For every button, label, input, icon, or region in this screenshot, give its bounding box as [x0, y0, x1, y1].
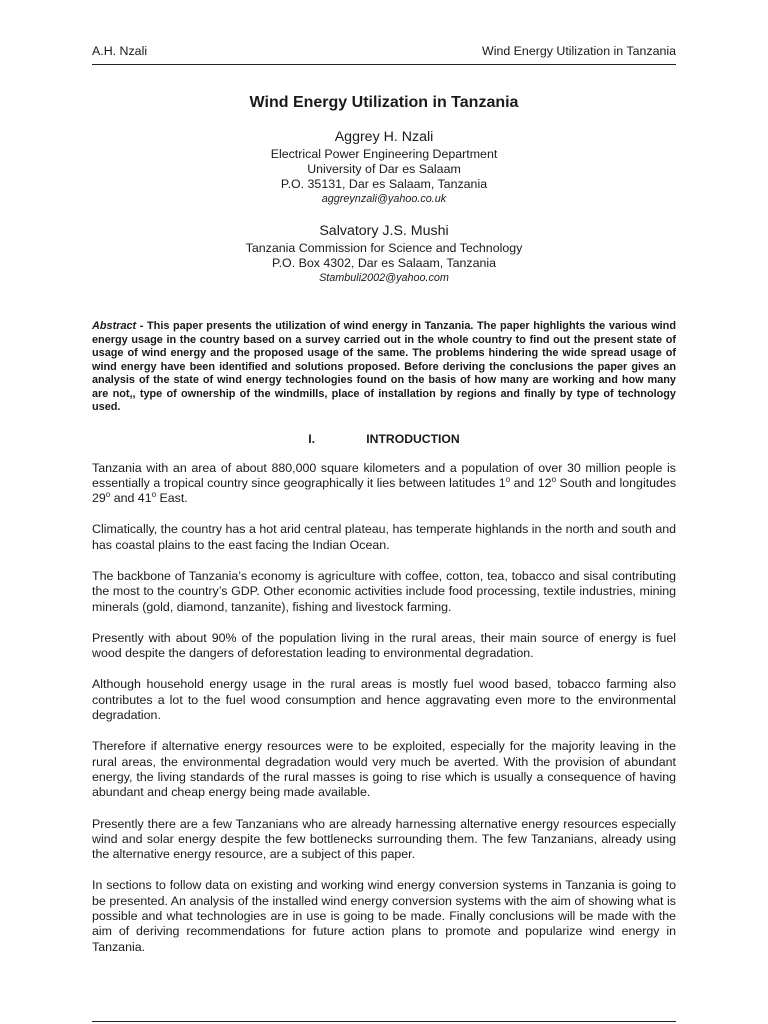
author-email: Stambuli2002@yahoo.com: [319, 272, 449, 284]
author-address: P.O. Box 4302, Dar es Salaam, Tanzania: [271, 256, 497, 270]
paragraph: Although household energy usage in the rural areas is mostly fuel wood based, tobacco farming also contributes a lot to the fuel wood consumption and hence aggravating even more to the environmental degradation.: [92, 677, 676, 723]
paragraph: Presently there are a few Tanzanians who are already harnessing alternative energy resources especially wind and solar energy despite the few bottlenecks surrounding them. The few Tanzanians, already using the alternative energy resource, are a subject of this paper.: [92, 816, 676, 862]
author-affiliation: Electrical Power Engineering Department: [270, 147, 498, 161]
paragraph: Therefore if alternative energy resources were to be exploited, especially for the majority leaving in the rural areas, the environmental degradation would very much be averted. With the provision of abundant energy, the living standards of the rural masses is going to rise which is usually a consequence of having abundant and cheap energy being made available.: [92, 739, 676, 800]
author-block: [92, 129, 676, 206]
abstract-text: - This paper presents the utilization of wind energy in Tanzania. The paper highlights the various wind energy usage in the country based on a survey carried out in the whole country to find out the present state of usage of wind energy and the proposed usage of the same. The problems hindering the wide spread usage of wind energy have been identified and solutions proposed. Before deriving the conclusions the paper gives an analysis of the state of wind energy technologies found on the basis of how many are working and how many are not,, type of ownership of the windmills, place of installation by regions and finally by type of technology used.: [92, 320, 676, 413]
paragraph: Presently with about 90% of the population living in the rural areas, their main source of energy is fuel wood despite the dangers of deforestation leading to environmental degradation.: [92, 630, 676, 661]
paragraph: In sections to follow data on existing and working wind energy conversion systems in Tanzania is going to be presented. An analysis of the installed wind energy conversion systems with the aim of showing what is possible and what technologies are in use is going to be made. Finally conclusions will be made with the aim of deriving recommendations for future action plans to promote and popularize wind energy in Tanzania.: [92, 878, 676, 954]
degree-sign: o: [551, 474, 557, 484]
header-title: Wind Energy Utilization in Tanzania: [482, 44, 676, 58]
paragraph: Climatically, the country has a hot arid central plateau, has temperate highlands in the north and south and has coastal plains to the east facing the Indian Ocean.: [92, 522, 676, 552]
author-affiliation: Tanzania Commission for Science and Technology: [245, 241, 523, 255]
abstract: [92, 320, 676, 415]
degree-sign: o: [505, 474, 511, 484]
section-number: I.: [308, 431, 316, 446]
author-affiliation: University of Dar es Salaam: [307, 162, 461, 176]
author-name: Salvatory J.S. Mushi: [319, 223, 449, 239]
paragraph: The backbone of Tanzania’s economy is agriculture with coffee, cotton, tea, tobacco and sisal contributing the most to the country’s GDP. Other economic activities include food processing, textile industries, mining minerals (gold, diamond, tanzanite), fishing and livestock farming.: [92, 568, 676, 614]
paragraph: Tanzania with an area of about 880,000 square kilometers and a population of over 30 million people is essentially a tropical country since geographically it lies between latitudes 1$^o$ and 12$^o$ South and longitudes 29$^o$ and 41$^o$ East.: [92, 460, 677, 506]
running-header: [92, 44, 676, 65]
introduction-body: [92, 461, 676, 955]
author-block: [92, 223, 676, 285]
author-name: Aggrey H. Nzali: [334, 129, 434, 145]
header-author: A.H. Nzali: [92, 44, 148, 58]
degree-sign: o: [151, 490, 157, 500]
paper-title: Wind Energy Utilization in Tanzania: [249, 94, 519, 111]
author-address: P.O. 35131, Dar es Salaam, Tanzania: [280, 177, 488, 191]
paper-content: [92, 94, 676, 971]
section-title: INTRODUCTION: [366, 431, 460, 446]
section-heading: [92, 432, 676, 446]
footer-rule: [92, 1021, 676, 1022]
abstract-label: Abstract: [92, 320, 137, 332]
degree-sign: o: [105, 490, 111, 500]
author-email: aggreynzali@yahoo.co.uk: [321, 193, 447, 205]
